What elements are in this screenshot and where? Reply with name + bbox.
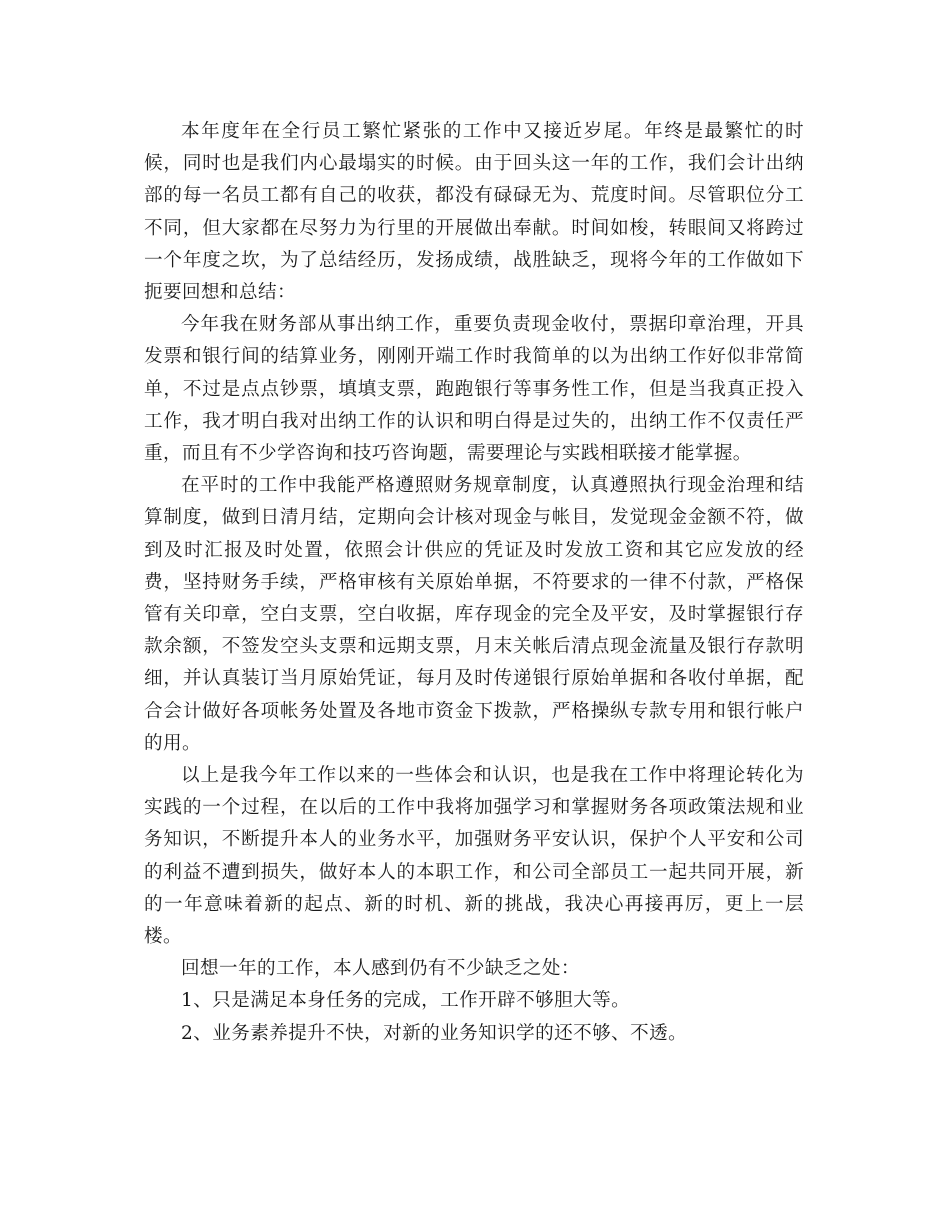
paragraph-intro: 本年度年在全行员工繁忙紧张的工作中又接近岁尾。年终是最繁忙的时候，同时也是我们内心最塌实的时候。由于回头这一年的工作，我们会计出纳部的每一名员工都有自己的收获，都没有碌碌无为、荒度时间。尽管职位分工不同，但大家都在尽努力为行里的开展做出奉献。时间如梭，转眼间又将跨过一个年度之坎，为了总结经历，发扬成绩，战胜缺乏，现将今年的工作做如下扼要回想和总结： <box>144 121 804 304</box>
paragraph-duties: 今年我在财务部从事出纳工作，重要负责现金收付，票据印章治理，开具发票和银行间的结算业务，刚刚开端工作时我简单的以为出纳工作好似非常简单，不过是点点钞票，填填支票，跑跑银行等事务性工作，但是当我真正投入工作，我才明白我对出纳工作的认识和明白得是过失的，出纳工作不仅责任严重，而且有不少学咨询和技巧咨询题，需要理论与实践相联接才能掌握。 <box>144 314 804 465</box>
paragraph-shortcomings-heading: 回想一年的工作，本人感到仍有不少缺乏之处： <box>181 958 580 980</box>
document-body <box>144 116 804 1050</box>
list-item-shortcoming-2: 2、业务素养提升不快，对新的业务知识学的还不够、不透。 <box>181 1022 688 1044</box>
paragraph-reflection: 以上是我今年工作以来的一些体会和认识，也是我在工作中将理论转化为实践的一个过程，在以后的工作中我将加强学习和掌握财务各项政策法规和业务知识，不断提升本人的业务水平，加强财务平安认识，保护个人平安和公司的利益不遭到损失，做好本人的本职工作，和公司全部员工一起共同开展，新的一年意味着新的起点、新的时机、新的挑战，我决心再接再厉，更上一层楼。 <box>144 765 804 948</box>
list-item-shortcoming-1: 1、只是满足本身任务的完成，工作开辟不够胆大等。 <box>181 990 631 1012</box>
paragraph-practice: 在平时的工作中我能严格遵照财务规章制度，认真遵照执行现金治理和结算制度，做到日清月结，定期向会计核对现金与帐目，发觉现金金额不符，做到及时汇报及时处置，依照会计供应的凭证及时发放工资和其它应发放的经费，坚持财务手续，严格审核有关原始单据，不符要求的一律不付款，严格保管有关印章，空白支票，空白收据，库存现金的完全及平安，及时掌握银行存款余额，不签发空头支票和远期支票，月末关帐后清点现金流量及银行存款明细，并认真装订当月原始凭证，每月及时传递银行原始单据和各收付单据，配合会计做好各项帐务处置及各地市资金下拨款，严格操纵专款专用和银行帐户的用。 <box>144 475 804 754</box>
